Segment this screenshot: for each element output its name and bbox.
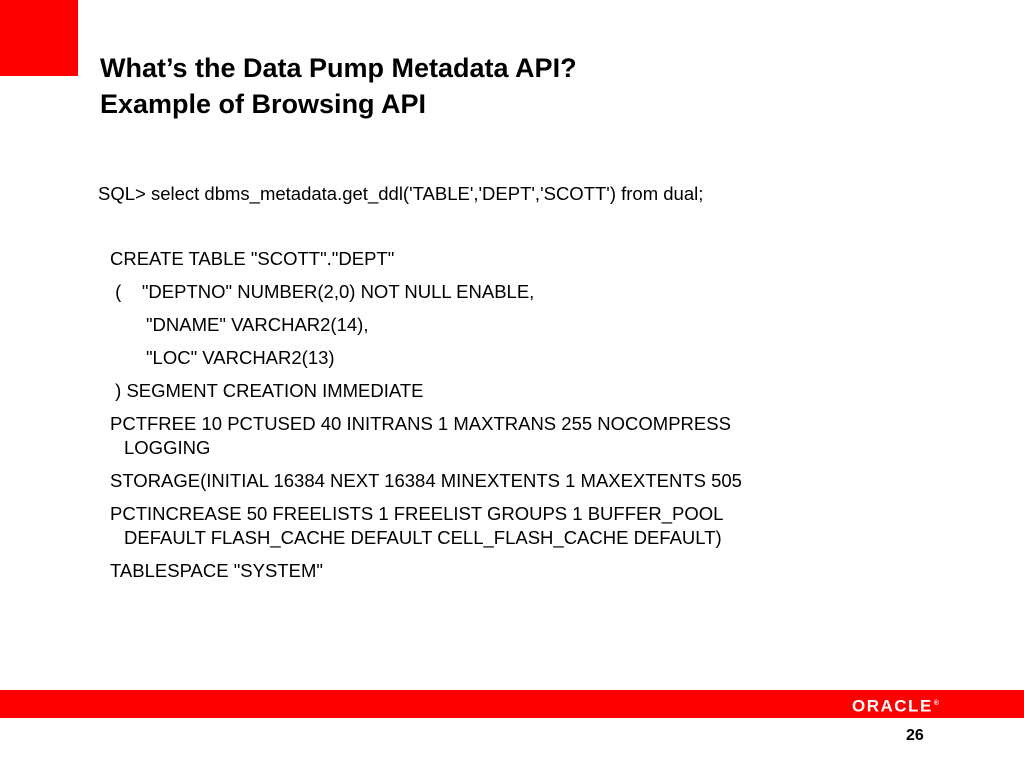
ddl-line: PCTINCREASE 50 FREELISTS 1 FREELIST GROUPS 1 BUFFER_POOL <box>110 503 724 524</box>
red-corner-block <box>0 0 78 76</box>
oracle-logo-text: ORACLE <box>852 696 933 716</box>
page-number: 26 <box>906 727 924 744</box>
ddl-line: STORAGE(INITIAL 16384 NEXT 16384 MINEXTENTS 1 MAXEXTENTS 505 <box>110 470 742 491</box>
ddl-line: ) SEGMENT CREATION IMMEDIATE <box>110 380 424 401</box>
slide-title <box>100 50 577 122</box>
ddl-line: PCTFREE 10 PCTUSED 40 INITRANS 1 MAXTRANS 255 NOCOMPRESS <box>110 413 731 434</box>
ddl-line: ( "DEPTNO" NUMBER(2,0) NOT NULL ENABLE, <box>110 281 535 302</box>
ddl-line: CREATE TABLE "SCOTT"."DEPT" <box>110 248 395 269</box>
ddl-line: "LOC" VARCHAR2(13) <box>110 347 335 368</box>
ddl-line: DEFAULT FLASH_CACHE DEFAULT CELL_FLASH_CACHE DEFAULT) <box>124 527 722 548</box>
registered-mark: ® <box>933 700 939 707</box>
sql-command: SQL> select dbms_metadata.get_ddl('TABLE','DEPT','SCOTT') from dual; <box>98 183 704 204</box>
ddl-line: "DNAME" VARCHAR2(14), <box>110 314 369 335</box>
ddl-line: TABLESPACE "SYSTEM" <box>110 560 323 581</box>
oracle-logo <box>852 694 939 714</box>
ddl-output <box>110 247 930 583</box>
ddl-line: LOGGING <box>124 437 211 458</box>
slide-title-line-1: What’s the Data Pump Metadata API? <box>100 53 577 83</box>
slide-title-line-2: Example of Browsing API <box>100 89 427 119</box>
